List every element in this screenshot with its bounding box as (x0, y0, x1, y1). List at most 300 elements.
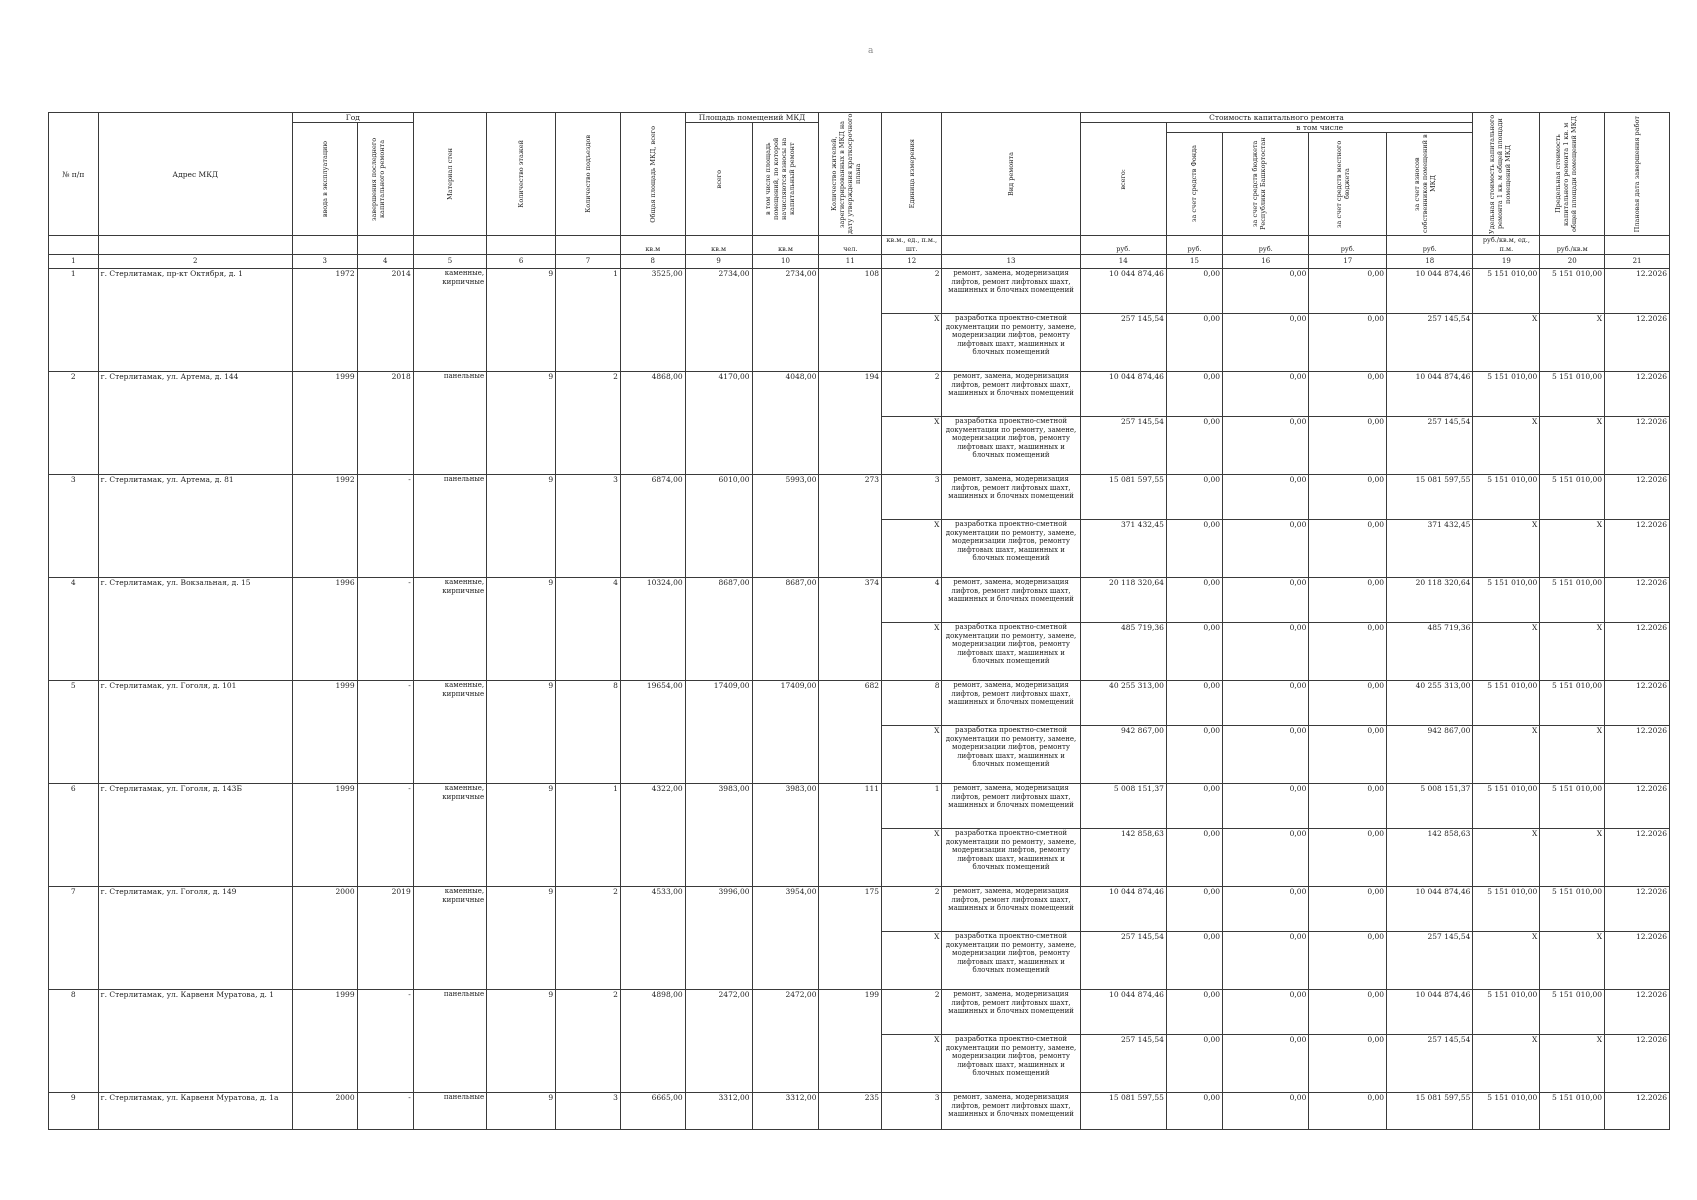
max-cost: 5 151 010,00 (1540, 475, 1605, 520)
unit-cost: X (1473, 520, 1540, 578)
repair-plan-table (48, 112, 1670, 1130)
cost-fund: 0,00 (1166, 887, 1222, 932)
plan-date: 12.2026 (1605, 887, 1670, 932)
max-cost: 5 151 010,00 (1540, 269, 1605, 314)
work-quantity: 1 (882, 784, 942, 829)
cost-fund: 0,00 (1166, 475, 1222, 520)
work-type: разработка проектно-сметной документации по ремонту, замене, модернизации лифтов, ремонту лифтовых шахт, машинных и блочных помещений (942, 726, 1080, 784)
max-cost: 5 151 010,00 (1540, 372, 1605, 417)
cost-fund: 0,00 (1166, 990, 1222, 1035)
row-entrances: 2 (556, 372, 621, 475)
row-year-last-repair: - (357, 578, 413, 681)
cost-local: 0,00 (1309, 887, 1387, 932)
row-number: 8 (49, 990, 99, 1093)
unit-cost: X (1473, 623, 1540, 681)
row-wall-material: панельные (413, 372, 486, 475)
cost-fund: 0,00 (1166, 578, 1222, 623)
row-floors: 9 (487, 1093, 556, 1130)
unit-cost: 5 151 010,00 (1473, 990, 1540, 1035)
header-work-type: Вид ремонта (942, 113, 1080, 236)
work-type: ремонт, замена, модернизация лифтов, ремонт лифтовых шахт, машинных и блочных помещений (942, 990, 1080, 1035)
cost-total: 257 145,54 (1080, 314, 1166, 372)
row-total-area: 4898,00 (620, 990, 685, 1093)
cost-local: 0,00 (1309, 1093, 1387, 1130)
row-year-commission: 2000 (292, 1093, 357, 1130)
work-quantity: X (882, 314, 942, 372)
cost-fund: 0,00 (1166, 932, 1222, 990)
cost-owners: 10 044 874,46 (1387, 887, 1473, 932)
row-entrances: 2 (556, 990, 621, 1093)
repair-plan-sheet (48, 112, 1670, 1130)
table-row (49, 681, 1670, 726)
row-floors: 9 (487, 887, 556, 990)
row-area-all: 4170,00 (685, 372, 752, 475)
table-row (49, 578, 1670, 623)
cost-owners: 10 044 874,46 (1387, 990, 1473, 1035)
work-quantity: X (882, 417, 942, 475)
header-plan-date: Плановая дата завершения работ (1605, 113, 1670, 236)
row-residents: 194 (819, 372, 882, 475)
row-year-commission: 1996 (292, 578, 357, 681)
cost-owners: 257 145,54 (1387, 932, 1473, 990)
cost-owners: 257 145,54 (1387, 417, 1473, 475)
plan-date: 12.2026 (1605, 417, 1670, 475)
row-address: г. Стерлитамак, ул. Гоголя, д. 101 (98, 681, 292, 784)
header-incl: в том числе (1166, 123, 1473, 133)
cost-republic: 0,00 (1223, 578, 1309, 623)
cost-local: 0,00 (1309, 990, 1387, 1035)
table-row (49, 269, 1670, 314)
header-cost-local: за счет средств местного бюджета (1309, 133, 1387, 236)
work-quantity: X (882, 932, 942, 990)
plan-date: 12.2026 (1605, 623, 1670, 681)
cost-total: 10 044 874,46 (1080, 372, 1166, 417)
row-year-commission: 2000 (292, 887, 357, 990)
cost-local: 0,00 (1309, 623, 1387, 681)
cost-total: 15 081 597,55 (1080, 1093, 1166, 1130)
row-address: г. Стерлитамак, ул. Гоголя, д. 149 (98, 887, 292, 990)
row-floors: 9 (487, 578, 556, 681)
header-num: № п/п (49, 113, 99, 236)
cost-fund: 0,00 (1166, 314, 1222, 372)
max-cost: 5 151 010,00 (1540, 1093, 1605, 1130)
row-total-area: 6874,00 (620, 475, 685, 578)
cost-total: 942 867,00 (1080, 726, 1166, 784)
row-area-repaired: 2472,00 (752, 990, 819, 1093)
row-area-repaired: 17409,00 (752, 681, 819, 784)
row-floors: 9 (487, 372, 556, 475)
row-entrances: 4 (556, 578, 621, 681)
cost-owners: 20 118 320,64 (1387, 578, 1473, 623)
cost-fund: 0,00 (1166, 829, 1222, 887)
row-entrances: 3 (556, 475, 621, 578)
plan-date: 12.2026 (1605, 1093, 1670, 1130)
row-number: 6 (49, 784, 99, 887)
cost-fund: 0,00 (1166, 623, 1222, 681)
row-address: г. Стерлитамак, ул. Карвеня Муратова, д. 1 (98, 990, 292, 1093)
table-body (49, 269, 1670, 1130)
header-year-last-repair: завершения последнего капитального ремонта (357, 123, 413, 236)
header-unit-cost: Удельная стоимость капитального ремонта 1 кв. м общей площади помещений МКД (1473, 113, 1540, 236)
unit-cost: 5 151 010,00 (1473, 681, 1540, 726)
work-type: разработка проектно-сметной документации по ремонту, замене, модернизации лифтов, ремонту лифтовых шахт, машинных и блочных помещений (942, 417, 1080, 475)
cost-republic: 0,00 (1223, 1035, 1309, 1093)
row-address: г. Стерлитамак, пр-кт Октября, д. 1 (98, 269, 292, 372)
work-type: разработка проектно-сметной документации по ремонту, замене, модернизации лифтов, ремонту лифтовых шахт, машинных и блочных помещений (942, 1035, 1080, 1093)
work-quantity: X (882, 1035, 942, 1093)
row-area-repaired: 3983,00 (752, 784, 819, 887)
row-year-commission: 1999 (292, 784, 357, 887)
row-floors: 9 (487, 269, 556, 372)
plan-date: 12.2026 (1605, 520, 1670, 578)
row-residents: 199 (819, 990, 882, 1093)
plan-date: 12.2026 (1605, 990, 1670, 1035)
unit-cost: 5 151 010,00 (1473, 887, 1540, 932)
row-area-all: 8687,00 (685, 578, 752, 681)
work-quantity: X (882, 520, 942, 578)
row-area-repaired: 8687,00 (752, 578, 819, 681)
plan-date: 12.2026 (1605, 726, 1670, 784)
plan-date: 12.2026 (1605, 578, 1670, 623)
work-type: ремонт, замена, модернизация лифтов, ремонт лифтовых шахт, машинных и блочных помещений (942, 475, 1080, 520)
row-area-all: 17409,00 (685, 681, 752, 784)
cost-republic: 0,00 (1223, 623, 1309, 681)
cost-total: 20 118 320,64 (1080, 578, 1166, 623)
row-number: 5 (49, 681, 99, 784)
work-quantity: X (882, 726, 942, 784)
max-cost: 5 151 010,00 (1540, 578, 1605, 623)
cost-owners: 40 255 313,00 (1387, 681, 1473, 726)
header-total-area: Общая площадь МКД, всего (620, 113, 685, 236)
cost-owners: 5 008 151,37 (1387, 784, 1473, 829)
row-total-area: 6665,00 (620, 1093, 685, 1130)
row-area-repaired: 4048,00 (752, 372, 819, 475)
max-cost: 5 151 010,00 (1540, 887, 1605, 932)
cost-owners: 257 145,54 (1387, 314, 1473, 372)
header-unit-measure: Единица измерения (882, 113, 942, 236)
cost-owners: 371 432,45 (1387, 520, 1473, 578)
cost-local: 0,00 (1309, 578, 1387, 623)
cost-local: 0,00 (1309, 314, 1387, 372)
cost-republic: 0,00 (1223, 726, 1309, 784)
row-area-repaired: 3954,00 (752, 887, 819, 990)
table-row (49, 372, 1670, 417)
max-cost: X (1540, 829, 1605, 887)
work-quantity: 2 (882, 990, 942, 1035)
row-area-all: 3983,00 (685, 784, 752, 887)
row-floors: 9 (487, 681, 556, 784)
cost-local: 0,00 (1309, 269, 1387, 314)
plan-date: 12.2026 (1605, 269, 1670, 314)
row-wall-material: панельные (413, 990, 486, 1093)
row-residents: 175 (819, 887, 882, 990)
row-number: 4 (49, 578, 99, 681)
cost-republic: 0,00 (1223, 417, 1309, 475)
row-total-area: 4322,00 (620, 784, 685, 887)
cost-republic: 0,00 (1223, 372, 1309, 417)
row-wall-material: панельные (413, 1093, 486, 1130)
cost-fund: 0,00 (1166, 1035, 1222, 1093)
header-year-group: Год (292, 113, 413, 123)
header-cost-group: Стоимость капитального ремонта (1080, 113, 1473, 123)
row-number: 7 (49, 887, 99, 990)
work-type: разработка проектно-сметной документации по ремонту, замене, модернизации лифтов, ремонту лифтовых шахт, машинных и блочных помещений (942, 932, 1080, 990)
header-floors: Количество этажей (487, 113, 556, 236)
cost-total: 257 145,54 (1080, 417, 1166, 475)
row-total-area: 4533,00 (620, 887, 685, 990)
table-row (49, 784, 1670, 829)
row-total-area: 10324,00 (620, 578, 685, 681)
cost-local: 0,00 (1309, 372, 1387, 417)
row-number: 2 (49, 372, 99, 475)
unit-cost: X (1473, 726, 1540, 784)
row-entrances: 8 (556, 681, 621, 784)
max-cost: X (1540, 932, 1605, 990)
row-area-all: 2734,00 (685, 269, 752, 372)
row-floors: 9 (487, 475, 556, 578)
row-area-all: 3996,00 (685, 887, 752, 990)
work-quantity: X (882, 623, 942, 681)
header-cost-total: всего: (1080, 123, 1166, 236)
work-type: ремонт, замена, модернизация лифтов, ремонт лифтовых шахт, машинных и блочных помещений (942, 887, 1080, 932)
cost-total: 5 008 151,37 (1080, 784, 1166, 829)
table-row (49, 1093, 1670, 1130)
max-cost: X (1540, 623, 1605, 681)
header-residents: Количество жителей, зарегистрированных в МКД на дату утверждения краткосрочного плана (819, 113, 882, 236)
cost-local: 0,00 (1309, 475, 1387, 520)
cost-total: 257 145,54 (1080, 932, 1166, 990)
table-header (49, 113, 1670, 269)
row-address: г. Стерлитамак, ул. Гоголя, д. 143Б (98, 784, 292, 887)
work-quantity: X (882, 829, 942, 887)
plan-date: 12.2026 (1605, 829, 1670, 887)
row-area-repaired: 5993,00 (752, 475, 819, 578)
unit-cost: 5 151 010,00 (1473, 784, 1540, 829)
header-max-cost: Предельная стоимость капитального ремонта 1 кв. м общей площади помещений МКД (1540, 113, 1605, 236)
row-year-last-repair: 2014 (357, 269, 413, 372)
cost-owners: 15 081 597,55 (1387, 475, 1473, 520)
cost-republic: 0,00 (1223, 932, 1309, 990)
cost-owners: 257 145,54 (1387, 1035, 1473, 1093)
header-address: Адрес МКД (98, 113, 292, 236)
row-year-last-repair: 2019 (357, 887, 413, 990)
cost-total: 10 044 874,46 (1080, 990, 1166, 1035)
header-area-repaired: в том числе площадь помещений, по которой начисляются взносы на капитальный ремонт (752, 123, 819, 236)
cost-fund: 0,00 (1166, 520, 1222, 578)
row-area-all: 2472,00 (685, 990, 752, 1093)
cost-republic: 0,00 (1223, 520, 1309, 578)
cost-owners: 942 867,00 (1387, 726, 1473, 784)
row-number: 1 (49, 269, 99, 372)
work-type: разработка проектно-сметной документации по ремонту, замене, модернизации лифтов, ремонту лифтовых шахт, машинных и блочных помещений (942, 623, 1080, 681)
cost-total: 142 858,63 (1080, 829, 1166, 887)
work-type: разработка проектно-сметной документации по ремонту, замене, модернизации лифтов, ремонту лифтовых шахт, машинных и блочных помещений (942, 829, 1080, 887)
unit-cost: X (1473, 1035, 1540, 1093)
cost-local: 0,00 (1309, 932, 1387, 990)
plan-date: 12.2026 (1605, 932, 1670, 990)
header-cost-republic: за счет средств бюджета Республики Башкортостан (1223, 133, 1309, 236)
cost-local: 0,00 (1309, 784, 1387, 829)
cost-owners: 142 858,63 (1387, 829, 1473, 887)
work-type: ремонт, замена, модернизация лифтов, ремонт лифтовых шахт, машинных и блочных помещений (942, 578, 1080, 623)
max-cost: 5 151 010,00 (1540, 784, 1605, 829)
cost-total: 371 432,45 (1080, 520, 1166, 578)
column-numbers-row: 1 2 3 4 5 6 7 8 9 10 11 12 13 14 15 16 17 18 19 20 21 (49, 255, 1670, 269)
plan-date: 12.2026 (1605, 681, 1670, 726)
max-cost: 5 151 010,00 (1540, 681, 1605, 726)
row-year-commission: 1999 (292, 372, 357, 475)
header-cost-owners: за счет взносов собственников помещений в МКД (1387, 133, 1473, 236)
row-wall-material: каменные, кирпичные (413, 681, 486, 784)
work-type: ремонт, замена, модернизация лифтов, ремонт лифтовых шахт, машинных и блочных помещений (942, 681, 1080, 726)
row-year-commission: 1972 (292, 269, 357, 372)
work-quantity: 2 (882, 887, 942, 932)
row-entrances: 1 (556, 269, 621, 372)
row-wall-material: панельные (413, 475, 486, 578)
cost-fund: 0,00 (1166, 269, 1222, 314)
row-entrances: 2 (556, 887, 621, 990)
cost-republic: 0,00 (1223, 681, 1309, 726)
row-address: г. Стерлитамак, ул. Карвеня Муратова, д. 1а (98, 1093, 292, 1130)
header-area-group: Площадь помещений МКД (685, 113, 819, 123)
header-year-commission: ввода в эксплуатацию (292, 123, 357, 236)
row-wall-material: каменные, кирпичные (413, 887, 486, 990)
plan-date: 12.2026 (1605, 1035, 1670, 1093)
cost-republic: 0,00 (1223, 990, 1309, 1035)
row-residents: 111 (819, 784, 882, 887)
cost-local: 0,00 (1309, 1035, 1387, 1093)
page-mark: а (868, 46, 874, 56)
work-quantity: 8 (882, 681, 942, 726)
cost-local: 0,00 (1309, 681, 1387, 726)
cost-fund: 0,00 (1166, 372, 1222, 417)
units-row: кв.м кв.м кв.м чел. кв.м., ед., п.м., шт. руб. руб. руб. руб. руб. руб./кв.м, ед., п.м. руб./кв.м (49, 236, 1670, 255)
work-type: разработка проектно-сметной документации по ремонту, замене, модернизации лифтов, ремонту лифтовых шахт, машинных и блочных помещений (942, 520, 1080, 578)
row-area-repaired: 3312,00 (752, 1093, 819, 1130)
row-residents: 682 (819, 681, 882, 784)
cost-total: 10 044 874,46 (1080, 269, 1166, 314)
max-cost: X (1540, 726, 1605, 784)
unit-cost: 5 151 010,00 (1473, 372, 1540, 417)
row-year-commission: 1992 (292, 475, 357, 578)
row-year-last-repair: 2018 (357, 372, 413, 475)
row-year-last-repair: - (357, 990, 413, 1093)
cost-owners: 10 044 874,46 (1387, 269, 1473, 314)
cost-total: 485 719,36 (1080, 623, 1166, 681)
work-type: разработка проектно-сметной документации по ремонту, замене, модернизации лифтов, ремонту лифтовых шахт, машинных и блочных помещений (942, 314, 1080, 372)
work-quantity: 4 (882, 578, 942, 623)
max-cost: X (1540, 520, 1605, 578)
max-cost: X (1540, 314, 1605, 372)
row-wall-material: каменные, кирпичные (413, 784, 486, 887)
cost-republic: 0,00 (1223, 314, 1309, 372)
table-row (49, 475, 1670, 520)
work-quantity: 3 (882, 475, 942, 520)
cost-republic: 0,00 (1223, 829, 1309, 887)
row-year-last-repair: - (357, 475, 413, 578)
unit-cost: 5 151 010,00 (1473, 269, 1540, 314)
cost-local: 0,00 (1309, 520, 1387, 578)
row-wall-material: каменные, кирпичные (413, 578, 486, 681)
work-type: ремонт, замена, модернизация лифтов, ремонт лифтовых шахт, машинных и блочных помещений (942, 1093, 1080, 1130)
header-wall-material: Материал стен (413, 113, 486, 236)
work-quantity: 2 (882, 372, 942, 417)
row-address: г. Стерлитамак, ул. Вокзальная, д. 15 (98, 578, 292, 681)
header-cost-fund: за счет средств Фонда (1166, 133, 1222, 236)
cost-owners: 15 081 597,55 (1387, 1093, 1473, 1130)
row-floors: 9 (487, 990, 556, 1093)
cost-republic: 0,00 (1223, 1093, 1309, 1130)
row-year-commission: 1999 (292, 681, 357, 784)
cost-republic: 0,00 (1223, 887, 1309, 932)
row-floors: 9 (487, 784, 556, 887)
cost-local: 0,00 (1309, 726, 1387, 784)
row-year-last-repair: - (357, 681, 413, 784)
plan-date: 12.2026 (1605, 784, 1670, 829)
row-entrances: 1 (556, 784, 621, 887)
table-row (49, 887, 1670, 932)
row-residents: 235 (819, 1093, 882, 1130)
cost-republic: 0,00 (1223, 475, 1309, 520)
max-cost: X (1540, 1035, 1605, 1093)
row-total-area: 3525,00 (620, 269, 685, 372)
unit-cost: 5 151 010,00 (1473, 1093, 1540, 1130)
cost-local: 0,00 (1309, 829, 1387, 887)
row-residents: 273 (819, 475, 882, 578)
row-entrances: 3 (556, 1093, 621, 1130)
row-residents: 108 (819, 269, 882, 372)
row-area-repaired: 2734,00 (752, 269, 819, 372)
row-area-all: 3312,00 (685, 1093, 752, 1130)
row-address: г. Стерлитамак, ул. Артема, д. 144 (98, 372, 292, 475)
cost-fund: 0,00 (1166, 726, 1222, 784)
unit-cost: X (1473, 314, 1540, 372)
cost-fund: 0,00 (1166, 784, 1222, 829)
row-address: г. Стерлитамак, ул. Артема, д. 81 (98, 475, 292, 578)
cost-fund: 0,00 (1166, 681, 1222, 726)
work-type: ремонт, замена, модернизация лифтов, ремонт лифтовых шахт, машинных и блочных помещений (942, 269, 1080, 314)
row-total-area: 4868,00 (620, 372, 685, 475)
row-residents: 374 (819, 578, 882, 681)
cost-owners: 485 719,36 (1387, 623, 1473, 681)
table-row (49, 990, 1670, 1035)
cost-local: 0,00 (1309, 417, 1387, 475)
unit-cost: X (1473, 829, 1540, 887)
unit-cost: X (1473, 417, 1540, 475)
cost-total: 257 145,54 (1080, 1035, 1166, 1093)
cost-total: 10 044 874,46 (1080, 887, 1166, 932)
work-quantity: 2 (882, 269, 942, 314)
cost-total: 40 255 313,00 (1080, 681, 1166, 726)
header-entrances: Количество подъездов (556, 113, 621, 236)
row-year-commission: 1999 (292, 990, 357, 1093)
work-type: ремонт, замена, модернизация лифтов, ремонт лифтовых шахт, машинных и блочных помещений (942, 784, 1080, 829)
max-cost: X (1540, 417, 1605, 475)
cost-fund: 0,00 (1166, 417, 1222, 475)
row-wall-material: каменные, кирпичные (413, 269, 486, 372)
work-quantity: 3 (882, 1093, 942, 1130)
plan-date: 12.2026 (1605, 314, 1670, 372)
unit-cost: X (1473, 932, 1540, 990)
cost-republic: 0,00 (1223, 269, 1309, 314)
row-year-last-repair: - (357, 1093, 413, 1130)
work-type: ремонт, замена, модернизация лифтов, ремонт лифтовых шахт, машинных и блочных помещений (942, 372, 1080, 417)
plan-date: 12.2026 (1605, 475, 1670, 520)
max-cost: 5 151 010,00 (1540, 990, 1605, 1035)
row-total-area: 19654,00 (620, 681, 685, 784)
cost-owners: 10 044 874,46 (1387, 372, 1473, 417)
header-area-all: всего (685, 123, 752, 236)
